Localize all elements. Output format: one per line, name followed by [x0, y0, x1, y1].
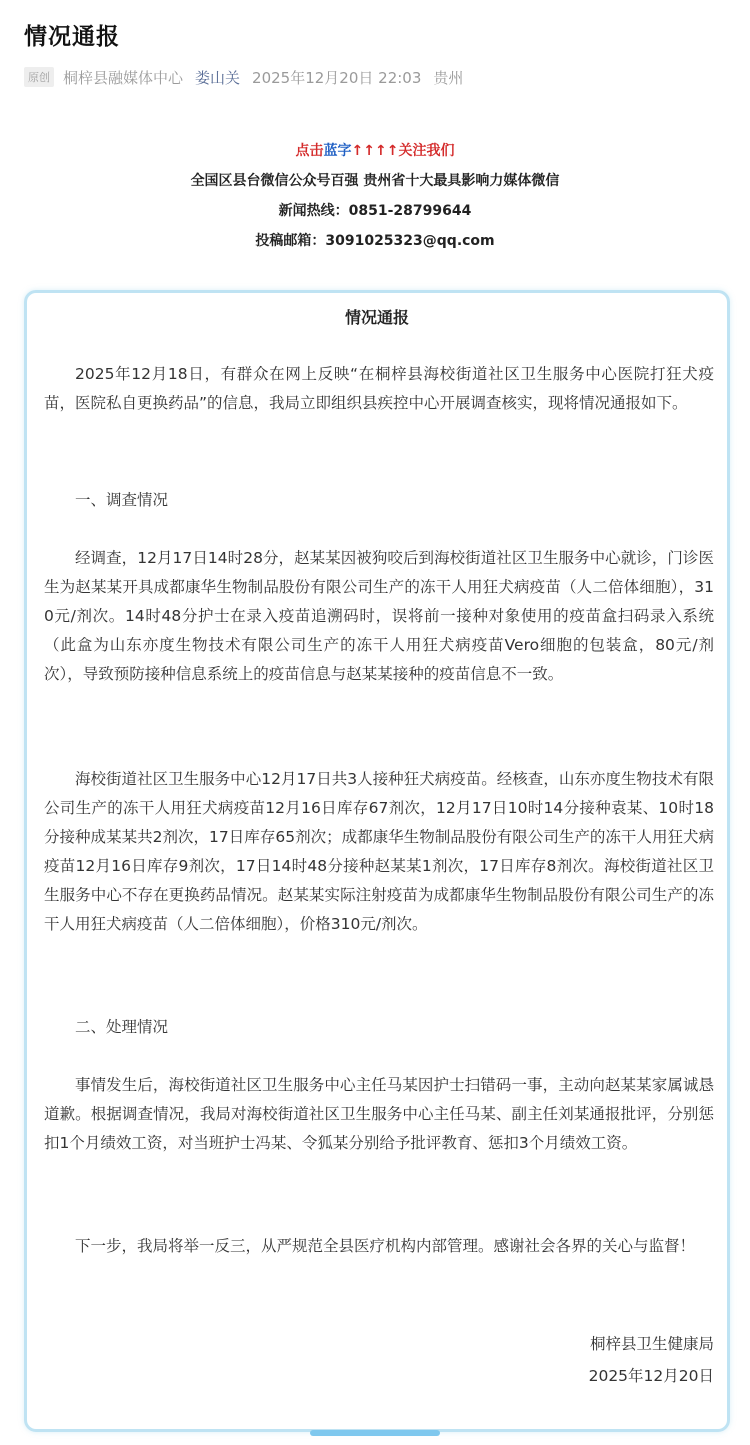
section2-paragraph-1: 事情发生后，海校街道社区卫生服务中心主任马某因护士扫错码一事，主动向赵某某家属诚恳道歉。根据调查情况，我局对海校街道社区卫生服务中心主任马某、副主任刘某通报批评，分别惩扣1个月绩效工资，对当班护士冯某、令狐某分别给予批评教育、惩扣3个月绩效工资。 [44, 1076, 714, 1152]
banner-email: 投稿邮箱：3091025323@qq.com [255, 233, 495, 249]
section1-heading: 一、调查情况 [75, 491, 169, 509]
original-badge: 原创 [24, 67, 54, 87]
closing-paragraph: 下一步，我局将举一反三，从严规范全县医疗机构内部管理。感谢社会各界的关心与监督！ [75, 1237, 696, 1255]
follow-blue-word: 蓝字 [323, 143, 352, 159]
section1-paragraph-2: 海校街道社区卫生服务中心12月17日共3人接种狂犬病疫苗。经核查，山东亦度生物技术有限公司生产的冻干人用狂犬病疫苗12月16日库存67剂次，12月17日10时14分接种袁某、10时18分接种成某某共2剂次，17日库存65剂次；成都康华生物制品股份有限公司生产的冻干人用狂犬病疫苗12月16日库存9剂次，17日14时48分接种赵某某1剂次，17日库存8剂次。海校街道社区卫生服务中心不存在更换药品情况。赵某某实际注射疫苗为成都康华生物制品股份有限公司生产的冻干人用狂犬病疫苗（人二倍体细胞），价格310元/剂次。 [44, 770, 714, 933]
section1-paragraph-1: 经调查，12月17日14时28分，赵某某因被狗咬后到海校街道社区卫生服务中心就诊，门诊医生为赵某某开具成都康华生物制品股份有限公司生产的冻干人用狂犬病疫苗（人二倍体细胞），310元/剂次。14时48分护士在录入疫苗追溯码时，误将前一接种对象使用的疫苗盒扫码录入系统（此盒为山东亦度生物技术有限公司生产的冻干人用狂犬病疫苗Vero细胞的包装盒，80元/剂次），导致预防接种信息系统上的疫苗信息与赵某某接种的疫苗信息不一致。 [44, 549, 714, 683]
publish-location: 贵州 [433, 68, 464, 87]
notice-intro: 2025年12月18日，有群众在网上反映“在桐梓县海校街道社区卫生服务中心医院打狂犬疫苗，医院私自更换药品”的信息，我局立即组织县疾控中心开展调查核实，现将情况通报如下。 [44, 365, 714, 412]
notice-card-accent [310, 1430, 440, 1436]
section2-heading: 二、处理情况 [75, 1018, 169, 1036]
banner-honors: 全国区县台微信公众号百强 贵州省十大最具影响力媒体微信 [190, 173, 560, 189]
source-account-link[interactable]: 桐梓县融媒体中心 [63, 68, 184, 87]
sign-date: 2025年12月20日 [588, 1367, 714, 1385]
article-title: 情况通报 [24, 24, 120, 50]
publish-datetime: 2025年12月20日 22:03 [252, 68, 422, 87]
signer: 桐梓县卫生健康局 [589, 1335, 714, 1353]
follow-suffix: ↑↑↑↑关注我们 [351, 143, 455, 159]
notice-title: 情况通报 [344, 308, 409, 327]
follow-banner [0, 136, 750, 256]
follow-prompt [0, 136, 750, 166]
author-link[interactable]: 娄山关 [195, 68, 241, 87]
banner-hotline: 新闻热线：0851-28799644 [278, 203, 472, 219]
follow-prefix: 点击 [295, 143, 324, 159]
article-meta [24, 66, 463, 88]
